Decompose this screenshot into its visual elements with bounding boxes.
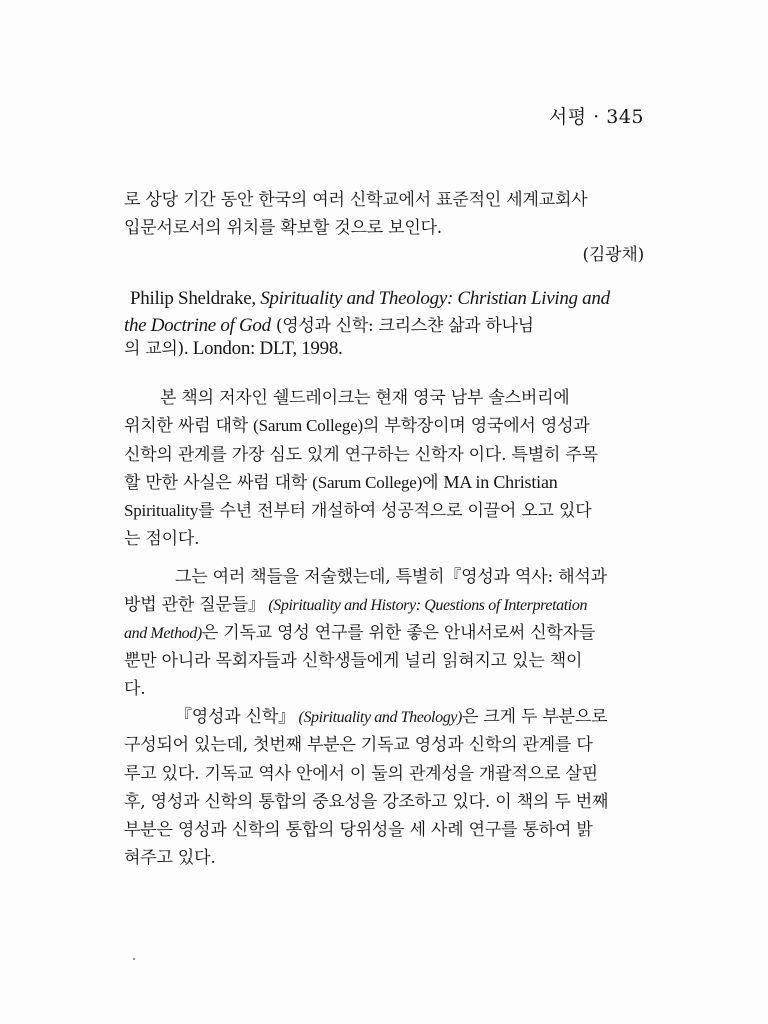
reference-line-3 — [124, 334, 644, 360]
reference-title-en: Spirituality and Theology: Christian Living and — [260, 288, 610, 309]
text-run: 『영성과 신학』 — [175, 707, 295, 727]
text-run: 은 크게 두 부분으로 — [461, 707, 608, 727]
paragraph-1-line-2 — [124, 411, 644, 436]
paragraph-2-line-2 — [124, 590, 644, 615]
text-run: 방법 관한 질문들』 — [124, 595, 265, 615]
paragraph-1-line-3: 신학의 관계를 가장 심도 있게 연구하는 신학자 이다. 특별히 주목 — [124, 445, 598, 465]
paragraph-2-line-3 — [124, 618, 644, 643]
paragraph-1-line-4 — [124, 468, 644, 493]
text-run-en: (Spirituality and History: Questions of Interpretation — [264, 597, 588, 614]
paragraph-1-line-5 — [124, 496, 644, 521]
paragraph-2-line-5: 다. — [124, 679, 146, 699]
reference-title-en-2: the Doctrine of God — [124, 315, 271, 336]
paragraph-3-line-2: 구성되어 있는데, 첫번째 부분은 기독교 영성과 신학의 관계를 다 — [124, 735, 593, 755]
reference-title-ko-2: 의 교의) — [124, 339, 184, 359]
intro-line-2: 입문서로서의 위치를 확보할 것으로 보인다. — [124, 218, 443, 238]
paragraph-3-line-6: 혀주고 있다. — [124, 848, 216, 868]
page-header: 서평 · 345 — [548, 106, 644, 128]
paragraph-1-line-6: 는 점이다. — [124, 529, 200, 549]
text-run: 할 만한 사실은 싸럼 대학 — [124, 473, 313, 493]
text-run-en: (Spirituality and Theology) — [294, 709, 462, 726]
paragraph-2-line-1: 그는 여러 책들을 저술했는데, 특별히『영성과 역사: 해석과 — [175, 567, 607, 587]
reference-title-ko: (영성과 신학: 크리스챤 삶과 하나님 — [270, 316, 534, 336]
paragraph-2-line-4: 뿐만 아니라 목회자들과 신학생들에게 널리 읽혀지고 있는 책이 — [124, 651, 583, 671]
paragraph-3-line-1 — [175, 702, 644, 727]
paragraph-3-line-5: 부분은 영성과 신학의 통합의 당위성을 세 사례 연구를 통하여 밝 — [124, 820, 593, 840]
intro-line-1: 로 상당 기간 동안 한국의 여러 신학교에서 표준적인 세계교회사 — [124, 190, 588, 210]
text-run: 에 — [422, 473, 444, 493]
paragraph-1-line-1: 본 책의 저자인 쉘드레이크는 현재 영국 남부 솔스버리에 — [160, 388, 570, 408]
text-run: 위치한 싸럼 대학 — [124, 416, 254, 436]
text-run: 의 부학장이며 영국에서 영성과 — [363, 416, 590, 436]
text-run-en: Spirituality — [124, 501, 199, 520]
text-run: 를 수년 전부터 개설하여 성공적으로 이끌어 오고 있다 — [198, 501, 592, 521]
reference-author: Philip Sheldrake, — [130, 288, 261, 309]
text-run-en: (Sarum College) — [253, 416, 364, 435]
paragraph-3-line-3: 루고 있다. 기독교 역사 안에서 이 둘의 관계성을 개괄적으로 살핀 — [124, 764, 598, 784]
text-run-en: and Method) — [124, 625, 202, 642]
text-run-en: (Sarum College) — [312, 473, 423, 492]
reference-line-1 — [130, 288, 650, 310]
scan-speck — [133, 958, 135, 960]
reference-publisher: . London: DLT, 1998. — [183, 338, 343, 359]
text-run: 은 기독교 영성 연구를 위한 좋은 안내서로써 신학자들 — [201, 623, 596, 643]
reviewer-signature: (김광채) — [582, 245, 644, 265]
paragraph-3-line-4: 후, 영성과 신학의 통합의 중요성을 강조하고 있다. 이 책의 두 번째 — [124, 792, 609, 812]
text-run-en: MA in Christian — [443, 472, 558, 492]
